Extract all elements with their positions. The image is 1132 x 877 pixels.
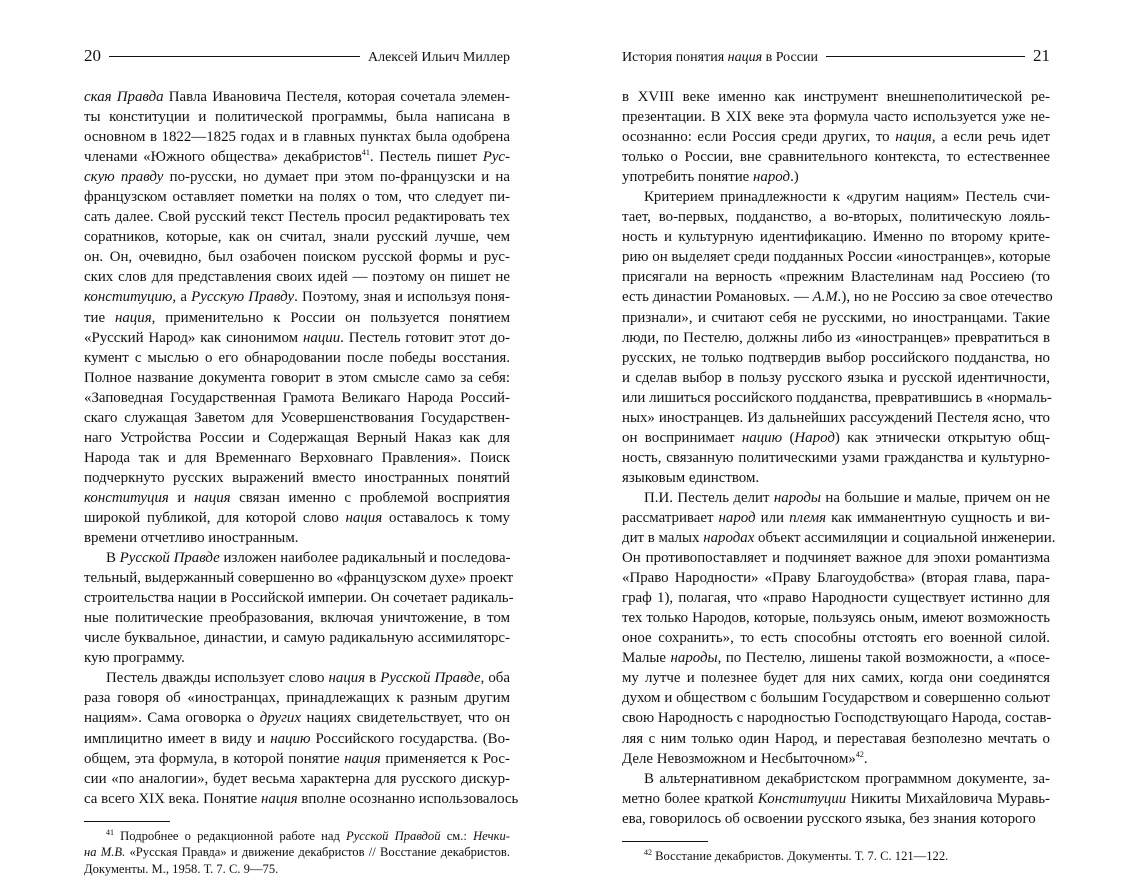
paragraph: [84, 548, 514, 668]
text-line: му лутче и полезнее будет для них самих, когда они соединятся: [622, 670, 1050, 687]
text-line: Он противопоставляет и подчиняет важное для эпохи романтизма: [622, 550, 1050, 567]
text-line: Народа так и для Временнаго Верховнаго Правления». Поиск: [84, 449, 510, 466]
text-line: са всего XIX века. Понятие нация вполне осознанно использовалось: [84, 790, 519, 807]
text-line: конституция и нация связан именно с проблемой восприятия: [84, 489, 510, 506]
text-line: в XVIII веке именно как инструмент внешнеполитической ре-: [622, 89, 1050, 105]
text-line: и сделав выбор в пользу русского языка и русской идентичности,: [622, 369, 1050, 386]
text-line: оное сохранить», то есть способны отстоять его военной силой.: [622, 630, 1050, 647]
text-line: Критерием принадлежности к «другим нациям» Пестель счи-: [644, 189, 1050, 206]
text-line: сать далее. Свой русский текст Пестель просил редактировать тех: [84, 209, 510, 226]
running-head-right: [622, 47, 1050, 67]
footnote-rule-left: [84, 821, 170, 822]
footnote-42: [622, 848, 1050, 865]
footnote-41: [84, 828, 510, 877]
text-line: числе буквальное, династии, и самую радикальную ассимиляторс-: [84, 630, 510, 647]
text-line: рассматривает народ или племя как имманентную сущность и ви-: [622, 509, 1050, 526]
text-line: В Русской Правде изложен наиболее радикальный и последова-: [106, 550, 511, 567]
text-line: презентации. В XIX веке эта формула часто используется уже не-: [622, 109, 1050, 126]
text-line: нациям». Сама оговорка о других нациях свидетельствует, что он: [84, 710, 510, 727]
text-line: присягали на верность «прежним Властелинам над Россиею (то: [622, 269, 1050, 286]
chapter-title: История понятия нация в России: [622, 50, 818, 65]
text-line: есть династии Романовых. — А.М.), но не Россию за свое отечество: [622, 289, 1053, 306]
paragraph: [622, 488, 1056, 769]
page-number-left: 20: [84, 46, 101, 65]
text-line: люди, по Пестелю, должны либо из «иностранцев» превратиться в: [622, 329, 1050, 346]
text-line: духом и обществом с большим Государством и совершенно сольют: [622, 690, 1050, 707]
text-line: скую правду по-русски, но думает при этом по-французски и на: [84, 169, 510, 186]
text-line: дит в малых народах объект ассимиляции и социальной инженерии.: [622, 530, 1056, 547]
text-line: русских, не только подтвердив выбор российского подданства, но: [622, 349, 1050, 366]
text-line: Полное название документа говорит в этом смысле само за себя:: [84, 369, 510, 386]
text-line: ность и культурную идентификацию. Именно по второму крите-: [622, 229, 1050, 246]
text-line: кую программу.: [84, 650, 185, 667]
paragraph: [622, 187, 1053, 488]
text-line: ные политические преобразования, включая уничтожение, в том: [84, 610, 510, 627]
text-line: скаго служащая Заветом для Усовершенствования Государствен-: [84, 409, 510, 426]
text-line: тает, во-первых, подданство, а во-вторых, политическую лояль-: [622, 209, 1050, 226]
text-line: ева, говорилось об освоении русского языка, без знания которого: [622, 810, 1036, 827]
left-page: [0, 0, 566, 876]
header-rule-left: [109, 56, 360, 57]
text-line: осознанно: если Россия среди других, то нация, а если речь идет: [622, 129, 1050, 146]
text-line: Пестель дважды использует слово нация в Русской Правде, оба: [106, 670, 510, 687]
paragraph: [84, 87, 510, 548]
text-line: языковым единством.: [622, 469, 760, 486]
text-line: строительства нации в Российской империи. Он сочетает радикаль-: [84, 590, 514, 607]
text-line: наго Устройства России и Содержащая Верный Наказ как для: [84, 429, 510, 446]
text-line: ность, связанную политическими узами гражданства и культурно-: [622, 449, 1050, 466]
text-line: ляя с ним только один Народ, и переставая безполезно мечтать о: [622, 730, 1050, 747]
header-rule-right: [826, 56, 1025, 57]
paragraph: [84, 668, 519, 808]
text-line: тие нация, применительно к России он пользуется понятием: [84, 309, 510, 326]
text-line: ных» иностранцев. Из дальнейших рассуждений Пестеля ясно, что: [622, 409, 1050, 426]
text-line: Малые народы, по Пестелю, лишены такой возможности, а «посе-: [622, 650, 1050, 667]
text-line: широкой публикой, для которой слово нация оставалось к тому: [84, 509, 510, 526]
text-line: метно более краткой Конституции Никиты Михайловича Муравь-: [622, 790, 1050, 807]
footnote-line: $^{42}$ Восстание декабристов. Документы. Т. 7. С. 121—122.: [644, 847, 949, 863]
text-line: французском оставляет пометки на полях о том, что следует пи-: [84, 189, 510, 206]
text-line: основном в 1822—1825 годах и в главных пунктах была одобрена: [84, 129, 510, 146]
text-line: подчеркнуто русских выражений вместо иностранных понятий: [84, 469, 510, 486]
text-line: он воспринимает нацию (Народ) как этнически открытую общ-: [622, 429, 1050, 446]
text-line: ты конституции и политической программы, была написана в: [84, 109, 510, 126]
text-line: кумент с мыслью о его обнародовании после победы восстания.: [84, 349, 510, 366]
text-line: сии «по аналогии», будет весьма характерна для русского дискур-: [84, 770, 510, 787]
text-line: конституцию, а Русскую Правду. Поэтому, зная и используя поня-: [84, 289, 510, 306]
text-line: «Право Народности» «Праву Благоудобства» (вторая глава, пара-: [622, 570, 1050, 587]
text-line: «Русский Народ» как синонимом нации. Пестель готовит этот до-: [84, 329, 510, 346]
paragraph: [622, 87, 1050, 187]
author-name: Алексей Ильич Миллер: [368, 50, 510, 65]
text-line: он. Он, очевидно, был озабочен поиском русской формы и рус-: [84, 249, 510, 266]
text-line: членами «Южного общества» декабристов$^{41}$. Пестель пишет Рус-: [84, 148, 510, 166]
footnote-line: Документы. М., 1958. Т. 7. С. 9—75.: [84, 861, 279, 876]
main-text-left: [84, 87, 519, 809]
text-line: соратников, которые, как он считал, знали русский лучше, чем: [84, 229, 510, 246]
text-line: употребить понятие народ.): [622, 169, 799, 186]
text-line: общем, эта формула, в которой понятие нация применяется к Рос-: [84, 750, 510, 767]
text-line: П.И. Пестель делит народы на большие и малые, причем он не: [644, 489, 1050, 506]
text-line: Деле Невозможном и Несбыточном»$^{42}$.: [622, 749, 868, 767]
text-line: ская Правда Павла Ивановича Пестеля, которая сочетала элемен-: [84, 89, 510, 105]
footnote-rule-right: [622, 841, 708, 842]
text-line: тех только Народов, которые, пользуясь оным, имеют возможность: [622, 610, 1050, 627]
text-line: свою Народность с народностью Господствующаго Народа, состав-: [622, 710, 1052, 727]
page-number-right: 21: [1033, 46, 1050, 65]
text-line: тельный, выдержанный совершенно во «французском духе» проект: [84, 570, 514, 587]
text-line: граф 1), полагая, что «право Народности существует истинно для: [622, 590, 1050, 607]
text-line: В альтернативном декабристском программном документе, за-: [644, 770, 1050, 787]
text-line: «Заповедная Государственная Грамота Великаго Народа Россий-: [84, 389, 510, 406]
text-line: времени отчетливо иностранным.: [84, 530, 299, 547]
text-line: раза говоря об «иностранцах, принадлежащих к разным другим: [84, 690, 510, 707]
footnote-line: $^{41}$ Подробнее о редакционной работе над Русской Правдой см.: Нечки-: [106, 827, 510, 843]
right-page: [566, 0, 1132, 863]
text-line: рию он выделяет среди подданных России «иностранцев», которые: [622, 249, 1051, 266]
footnote-line: на М.В. «Русская Правда» и движение декабристов // Восстание декабристов.: [84, 845, 510, 860]
text-line: имплицитно имеет в виду и нацию Российского государства. (Во-: [84, 730, 510, 747]
text-line: или лишиться российского подданства, превратившись в «нормаль-: [622, 389, 1052, 406]
running-head-left: [84, 47, 510, 67]
paragraph: [622, 769, 1050, 829]
text-line: ских слов для представления своих идей — поэтому он пишет не: [84, 269, 510, 286]
main-text-right: [622, 87, 1056, 829]
text-line: только о России, вне сравнительного контекста, то естественнее: [622, 149, 1050, 166]
text-line: признали», и считают себя не русскими, но иностранцами. Такие: [622, 309, 1050, 326]
